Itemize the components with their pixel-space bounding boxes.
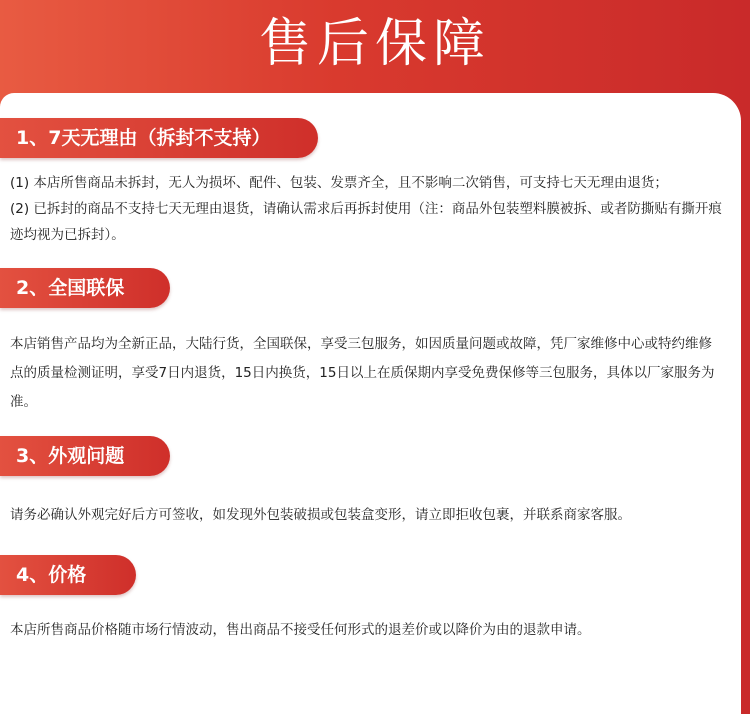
policy-line: (2) 已拆封的商品不支持七天无理由退货，请确认需求后再拆封使用（注：商品外包装塑料膜被拆、或者防撕贴有撕开痕迹均视为已拆封）。: [10, 201, 722, 243]
policy-line: (1) 本店所售商品未拆封，无人为损坏、配件、包装、发票齐全，且不影响二次销售，可支持七天无理由退货；: [10, 175, 668, 191]
section-heading: 3、外观问题: [0, 436, 170, 476]
section-heading: 1、7天无理由（拆封不支持）: [0, 118, 318, 158]
section-body: [10, 330, 722, 417]
page-title: 售后保障: [258, 14, 491, 74]
section-body: [10, 170, 722, 248]
section-heading: 4、价格: [0, 555, 136, 595]
policy-line: 请务必确认外观完好后方可签收，如发现外包装破损或包装盒变形，请立即拒收包裹，并联系商家客服。: [10, 507, 631, 523]
policy-line: 本店销售产品均为全新正品，大陆行货，全国联保，享受三包服务，如因质量问题或故障，凭厂家维修中心或特约维修点的质量检测证明，享受7日内退货，15日内换货，15日以上在质保期内享受免费保修等三包服务，具体以厂家服务为准。: [10, 336, 715, 410]
section-body: [10, 502, 722, 528]
section-body: [10, 617, 722, 643]
section-heading: 2、全国联保: [0, 268, 170, 308]
policy-line: 本店所售商品价格随市场行情波动，售出商品不接受任何形式的退差价或以降价为由的退款申请。: [10, 622, 591, 638]
